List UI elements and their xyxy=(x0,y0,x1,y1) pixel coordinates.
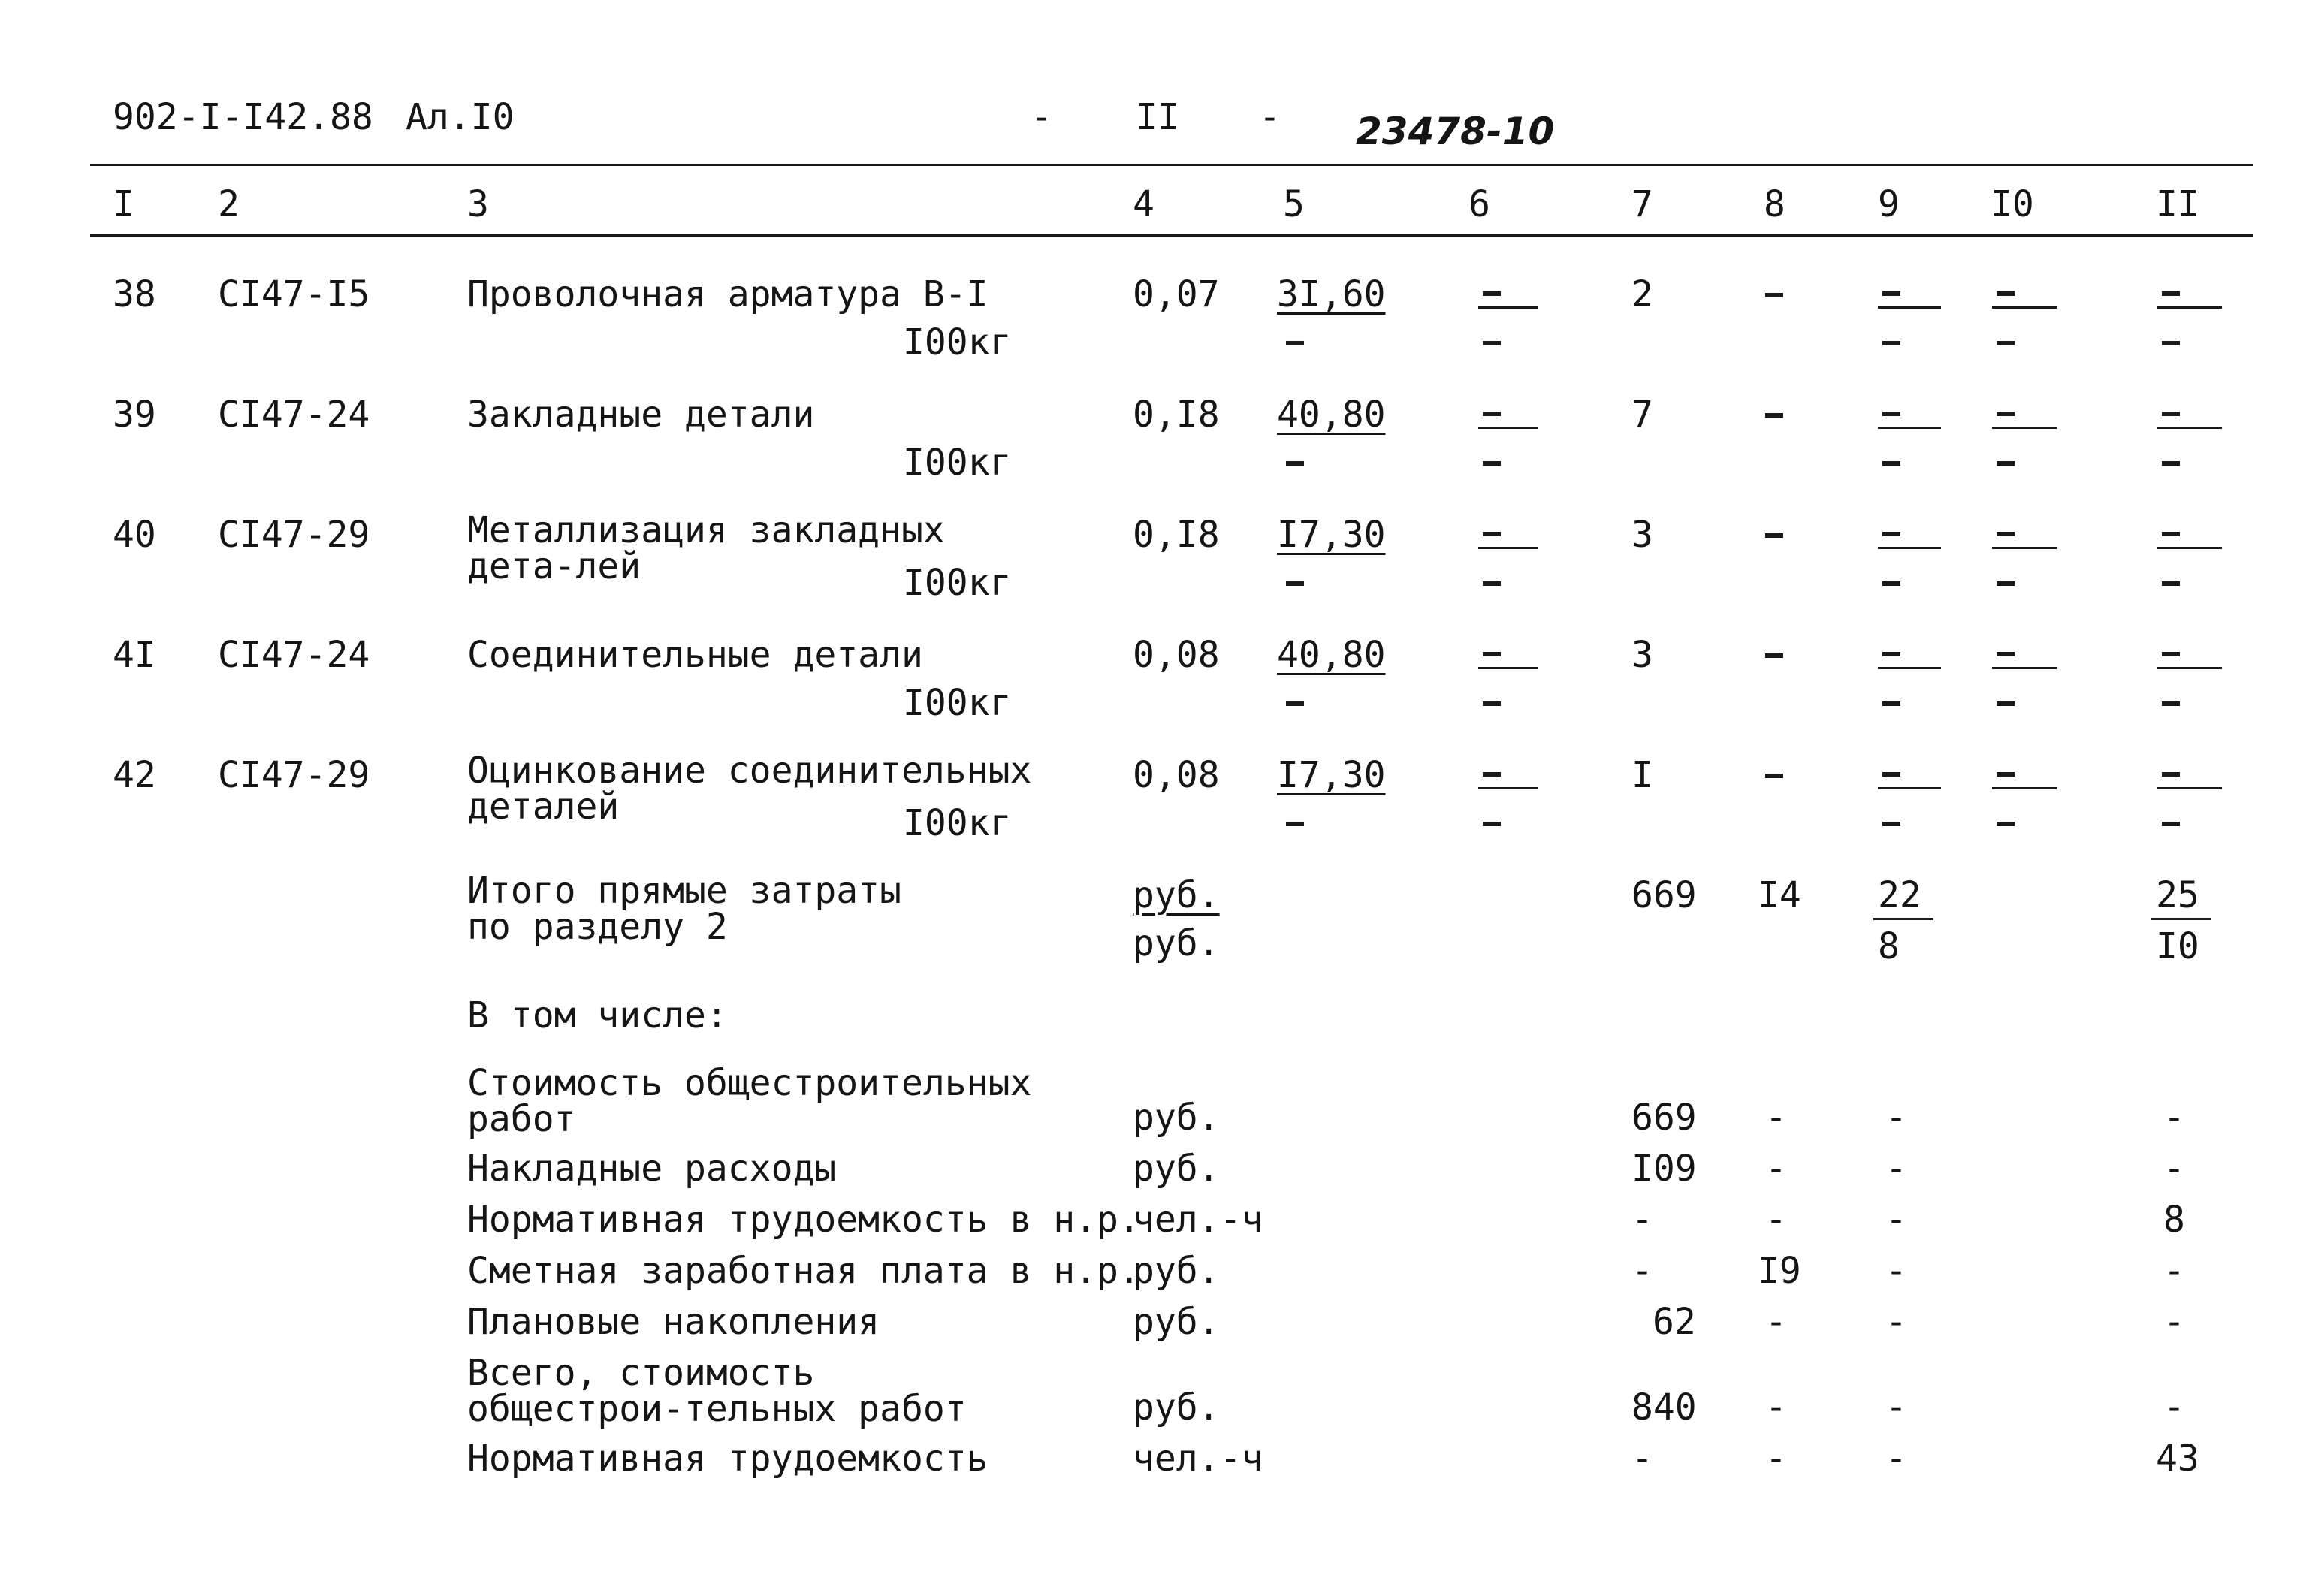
summary-unit: руб. xyxy=(1133,1250,1220,1292)
summary-col11: - xyxy=(2163,1386,2185,1429)
top-rule xyxy=(90,164,2253,166)
fraction-line xyxy=(2157,547,2222,549)
fraction-line xyxy=(1992,787,2057,789)
row-price: 3I,60 xyxy=(1277,273,1386,315)
summary-col7: - xyxy=(1631,1199,1653,1241)
total-col9-fraction-line xyxy=(1873,918,1933,920)
summary-col9: - xyxy=(1885,1199,1907,1241)
summary-label: Нормативная трудоемкость xyxy=(467,1438,989,1480)
fraction-top-dash xyxy=(1997,412,2015,416)
row-number: 39 xyxy=(113,394,156,436)
fraction-line xyxy=(1878,306,1941,309)
fraction-line xyxy=(1992,547,2057,549)
row-name: Проволочная арматура В-I xyxy=(467,273,989,315)
total-unit-bottom: руб. xyxy=(1133,922,1220,964)
row-price: 40,80 xyxy=(1277,634,1386,676)
row-price: I7,30 xyxy=(1277,754,1386,796)
summary-col9: - xyxy=(1885,1301,1907,1343)
col-header-1: I xyxy=(113,183,134,225)
fraction-bottom-dash xyxy=(1882,822,1900,826)
fraction-top-dash xyxy=(2162,652,2180,656)
handwritten-stamp-number: 23478-10 xyxy=(1356,110,1555,153)
row-name: Соединительные детали xyxy=(467,634,923,676)
row-unit: I00кг xyxy=(903,321,1012,364)
fraction-bottom-dash xyxy=(1483,581,1501,586)
col8-dash xyxy=(1765,293,1783,297)
fraction-top-dash xyxy=(2162,291,2180,296)
col5-lower-dash xyxy=(1286,461,1304,466)
summary-unit: руб. xyxy=(1133,1148,1220,1190)
fraction-bottom-dash xyxy=(1997,701,2015,706)
fraction-top-dash xyxy=(1997,652,2015,656)
page-number: II xyxy=(1136,96,1179,138)
row-col7: 3 xyxy=(1631,634,1653,676)
fraction-bottom-dash xyxy=(1483,461,1501,466)
fraction-bottom-dash xyxy=(1997,461,2015,466)
summary-col8: - xyxy=(1765,1097,1787,1139)
summary-label: Плановые накопления xyxy=(467,1301,880,1343)
row-unit: I00кг xyxy=(903,802,1012,844)
summary-col8: - xyxy=(1765,1386,1787,1429)
summary-label: Нормативная трудоемкость в н.р. xyxy=(467,1199,1140,1241)
fraction-bottom-dash xyxy=(1483,341,1501,345)
row-col7: 2 xyxy=(1631,273,1653,315)
fraction-top-dash xyxy=(1882,772,1900,777)
fraction-line xyxy=(1992,427,2057,429)
col-header-6: 6 xyxy=(1468,183,1490,225)
fraction-bottom-dash xyxy=(1882,341,1900,345)
fraction-top-dash xyxy=(2162,532,2180,536)
header-rule xyxy=(90,234,2253,237)
summary-col11: - xyxy=(2163,1097,2185,1139)
header-dash-right: - xyxy=(1259,96,1281,138)
fraction-top-dash xyxy=(1997,772,2015,777)
total-col9-top: 22 xyxy=(1878,874,1921,916)
row-name: Закладные детали xyxy=(467,394,815,436)
row-qty: 0,07 xyxy=(1133,273,1220,315)
summary-col8: - xyxy=(1765,1199,1787,1241)
fraction-top-dash xyxy=(1882,532,1900,536)
fraction-bottom-dash xyxy=(1997,822,2015,826)
fraction-top-dash xyxy=(1997,291,2015,296)
fraction-top-dash xyxy=(1483,772,1501,777)
header-dash-left: - xyxy=(1031,96,1052,138)
fraction-top-dash xyxy=(1483,291,1501,296)
fraction-bottom-dash xyxy=(1882,581,1900,586)
fraction-line xyxy=(2157,306,2222,309)
col-header-11: II xyxy=(2156,183,2199,225)
fraction-line xyxy=(1878,787,1941,789)
total-col7: 669 xyxy=(1631,874,1697,916)
row-code: CI47-24 xyxy=(218,394,370,436)
row-unit: I00кг xyxy=(903,562,1012,604)
row-col7: 7 xyxy=(1631,394,1653,436)
fraction-line xyxy=(1478,306,1538,309)
col5-lower-dash xyxy=(1286,701,1304,706)
fraction-line xyxy=(1992,306,2057,309)
summary-label: Накладные расходы xyxy=(467,1148,837,1190)
summary-col7: 62 xyxy=(1653,1301,1696,1343)
summary-col9: - xyxy=(1885,1438,1907,1480)
summary-col8: - xyxy=(1765,1148,1787,1190)
col-header-9: 9 xyxy=(1878,183,1900,225)
summary-label: Стоимость общестроительных работ xyxy=(467,1062,1032,1140)
row-qty: 0,I8 xyxy=(1133,394,1220,436)
col5-lower-dash xyxy=(1286,822,1304,826)
summary-label: Всего, стоимость общестрои-тельных работ xyxy=(467,1352,967,1430)
row-name: Оцинкование соединительных деталей xyxy=(467,750,1032,828)
fraction-bottom-dash xyxy=(1483,701,1501,706)
summary-col11: - xyxy=(2163,1250,2185,1292)
sheet-label: Ал.I0 xyxy=(406,96,515,138)
row-price: I7,30 xyxy=(1277,514,1386,556)
row-number: 4I xyxy=(113,634,156,676)
row-name: Металлизация закладных дета-лей xyxy=(467,509,945,587)
summary-col9: - xyxy=(1885,1386,1907,1429)
row-qty: 0,08 xyxy=(1133,634,1220,676)
fraction-bottom-dash xyxy=(1882,701,1900,706)
total-col11-top: 25 xyxy=(2156,874,2199,916)
fraction-top-dash xyxy=(2162,772,2180,777)
including-label: В том числе: xyxy=(467,994,728,1036)
col8-dash xyxy=(1765,533,1783,538)
summary-col9: - xyxy=(1885,1148,1907,1190)
fraction-bottom-dash xyxy=(1997,341,2015,345)
summary-col8: I9 xyxy=(1758,1250,1801,1292)
summary-unit: руб. xyxy=(1133,1097,1220,1139)
row-col7: 3 xyxy=(1631,514,1653,556)
fraction-line xyxy=(2157,667,2222,669)
col5-lower-dash xyxy=(1286,581,1304,586)
col8-dash xyxy=(1765,413,1783,418)
total-col11-fraction-line xyxy=(2151,918,2211,920)
summary-label: Сметная заработная плата в н.р. xyxy=(467,1250,1140,1292)
summary-col9: - xyxy=(1885,1250,1907,1292)
col-header-8: 8 xyxy=(1764,183,1785,225)
summary-col11: - xyxy=(2163,1301,2185,1343)
col-header-3: 3 xyxy=(467,183,489,225)
col-header-7: 7 xyxy=(1631,183,1653,225)
summary-unit: руб. xyxy=(1133,1386,1220,1429)
fraction-bottom-dash xyxy=(2162,461,2180,466)
fraction-line xyxy=(1878,667,1941,669)
fraction-line xyxy=(2157,787,2222,789)
row-code: CI47-29 xyxy=(218,514,370,556)
fraction-bottom-dash xyxy=(2162,701,2180,706)
summary-unit: чел.-ч xyxy=(1133,1438,1263,1480)
summary-col8: - xyxy=(1765,1438,1787,1480)
summary-col9: - xyxy=(1885,1097,1907,1139)
col5-lower-dash xyxy=(1286,341,1304,345)
col8-dash xyxy=(1765,774,1783,778)
summary-unit: руб. xyxy=(1133,1301,1220,1343)
row-code: CI47-24 xyxy=(218,634,370,676)
fraction-line xyxy=(1992,667,2057,669)
summary-col7: 840 xyxy=(1631,1386,1697,1429)
fraction-line xyxy=(1878,547,1941,549)
summary-col7: - xyxy=(1631,1438,1653,1480)
col-header-2: 2 xyxy=(218,183,240,225)
fraction-top-dash xyxy=(1997,532,2015,536)
fraction-line xyxy=(1478,427,1538,429)
row-number: 40 xyxy=(113,514,156,556)
summary-col11: 43 xyxy=(2156,1438,2199,1480)
fraction-line xyxy=(1478,787,1538,789)
fraction-top-dash xyxy=(1882,652,1900,656)
total-col9-bottom: 8 xyxy=(1878,925,1900,967)
row-col7: I xyxy=(1631,754,1653,796)
summary-unit: чел.-ч xyxy=(1133,1199,1263,1241)
summary-col7: I09 xyxy=(1631,1148,1697,1190)
row-code: CI47-I5 xyxy=(218,273,370,315)
fraction-top-dash xyxy=(1483,412,1501,416)
col-header-10: I0 xyxy=(1991,183,2034,225)
fraction-top-dash xyxy=(1882,412,1900,416)
summary-col8: - xyxy=(1765,1301,1787,1343)
col-header-4: 4 xyxy=(1133,183,1155,225)
summary-col7: 669 xyxy=(1631,1097,1697,1139)
total-col8: I4 xyxy=(1758,874,1801,916)
total-label: Итого прямые затраты по разделу 2 xyxy=(467,870,901,948)
fraction-line xyxy=(1478,667,1538,669)
row-number: 38 xyxy=(113,273,156,315)
fraction-bottom-dash xyxy=(1997,581,2015,586)
fraction-bottom-dash xyxy=(2162,341,2180,345)
row-number: 42 xyxy=(113,754,156,796)
col-header-5: 5 xyxy=(1283,183,1305,225)
fraction-line xyxy=(1878,427,1941,429)
fraction-bottom-dash xyxy=(2162,581,2180,586)
fraction-line xyxy=(1478,547,1538,549)
fraction-bottom-dash xyxy=(2162,822,2180,826)
summary-col11: 8 xyxy=(2163,1199,2185,1241)
summary-col7: - xyxy=(1631,1250,1653,1292)
total-unit-top: руб. xyxy=(1133,874,1220,916)
fraction-top-dash xyxy=(1882,291,1900,296)
fraction-line xyxy=(2157,427,2222,429)
summary-col11: - xyxy=(2163,1148,2185,1190)
row-qty: 0,08 xyxy=(1133,754,1220,796)
total-col11-bottom: I0 xyxy=(2156,925,2199,967)
row-unit: I00кг xyxy=(903,442,1012,484)
row-qty: 0,I8 xyxy=(1133,514,1220,556)
row-price: 40,80 xyxy=(1277,394,1386,436)
row-unit: I00кг xyxy=(903,682,1012,724)
row-code: CI47-29 xyxy=(218,754,370,796)
col8-dash xyxy=(1765,653,1783,658)
document-code: 902-I-I42.88 xyxy=(113,96,373,138)
fraction-top-dash xyxy=(1483,532,1501,536)
fraction-bottom-dash xyxy=(1483,822,1501,826)
fraction-bottom-dash xyxy=(1882,461,1900,466)
fraction-top-dash xyxy=(1483,652,1501,656)
fraction-top-dash xyxy=(2162,412,2180,416)
